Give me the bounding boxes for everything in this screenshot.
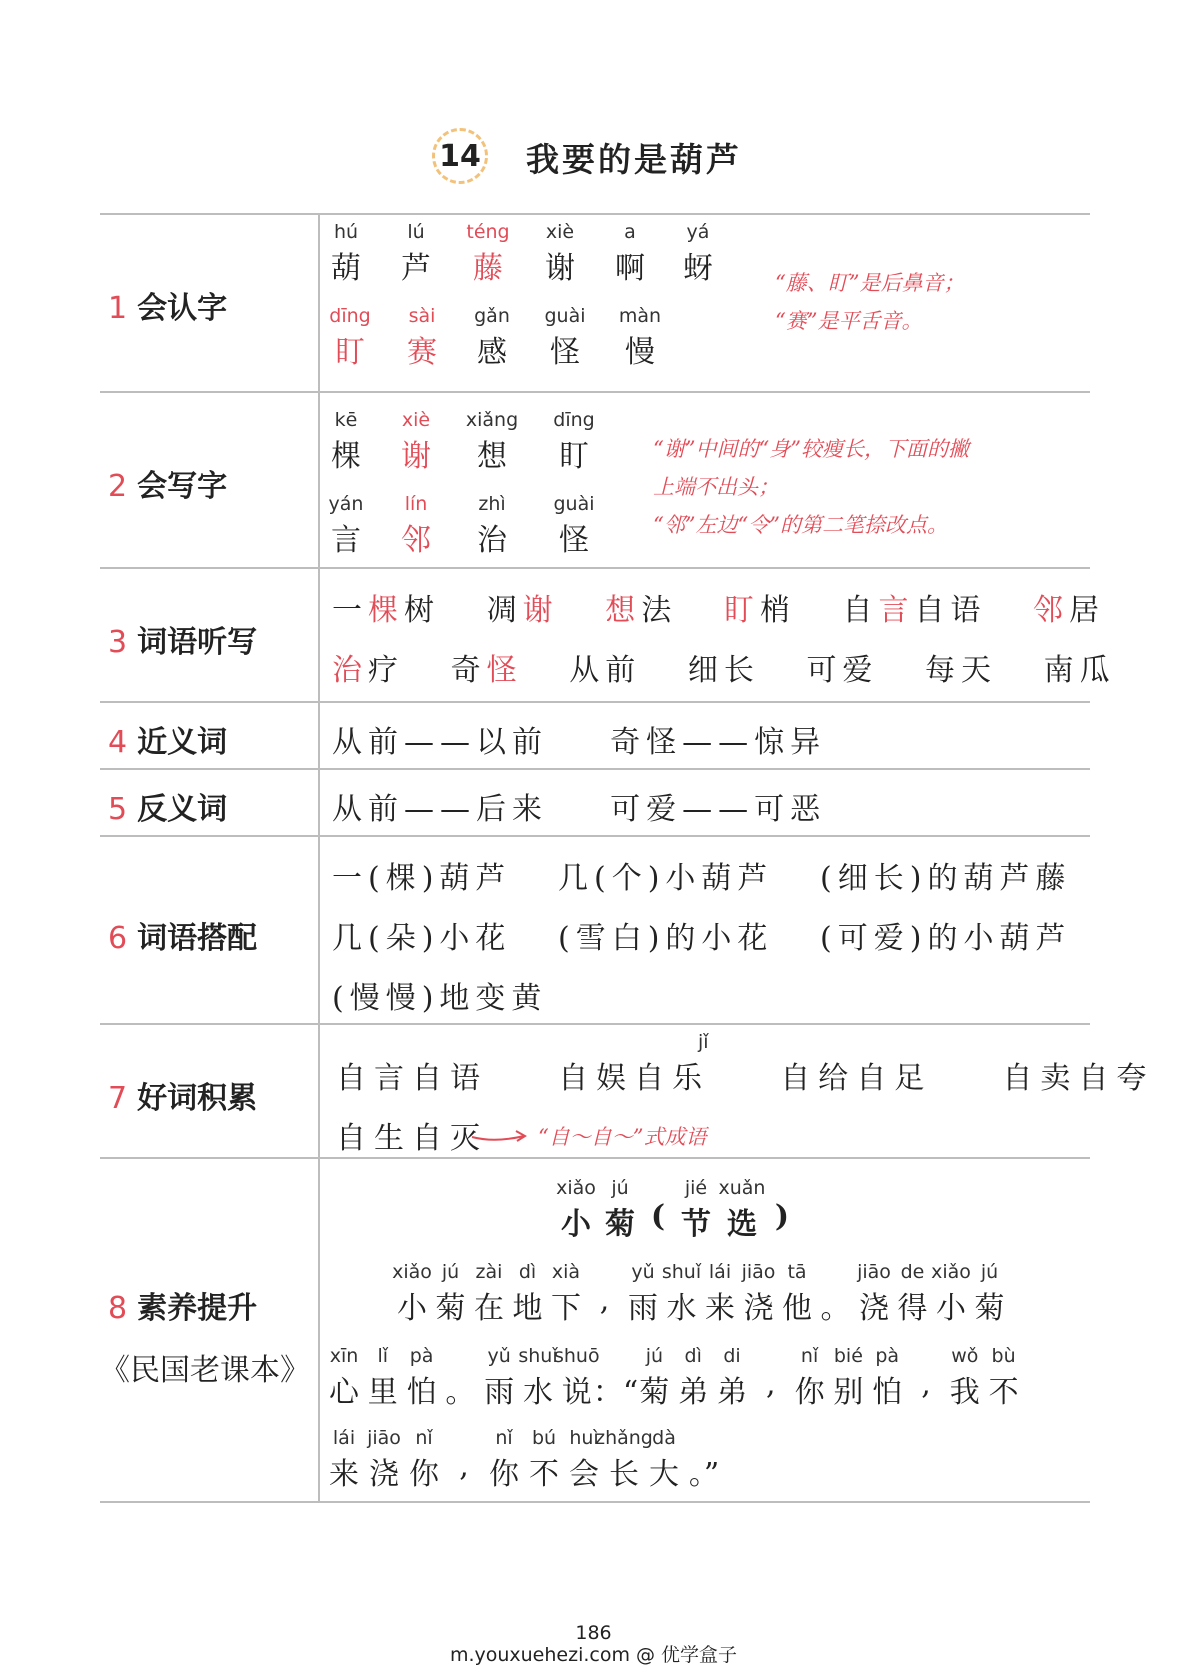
section-reading bbox=[100, 1157, 1090, 1503]
pinyin: huì bbox=[569, 1427, 599, 1449]
hanzi: 你 bbox=[794, 1375, 825, 1410]
pinyin: jiāo bbox=[367, 1427, 401, 1449]
pinyin: dì bbox=[518, 1261, 537, 1283]
pinyin: pà bbox=[875, 1345, 900, 1367]
pinyin: téng bbox=[466, 221, 510, 243]
hanzi: 小 bbox=[936, 1291, 966, 1326]
passage-title-char: ) bbox=[774, 1199, 790, 1234]
hanzi: 谢 bbox=[545, 251, 575, 286]
pinyin: yá bbox=[686, 221, 710, 243]
lesson-title: 我要的是葫芦 bbox=[526, 140, 742, 179]
good-words-line-1: 自言自语 自娱自乐 自给自足 自卖自夸 bbox=[336, 1061, 1155, 1096]
hanzi: 在 bbox=[474, 1291, 504, 1326]
hanzi: , bbox=[599, 1283, 610, 1318]
pinyin: yǔ bbox=[631, 1261, 655, 1283]
pinyin: zhì bbox=[478, 493, 506, 515]
hanzi: 蚜 bbox=[683, 251, 713, 286]
pinyin: bié bbox=[833, 1345, 863, 1367]
synonyms-text: 从前——以前 奇怪——惊异 bbox=[332, 725, 827, 760]
pinyin: jiāo bbox=[857, 1261, 891, 1283]
hanzi: 你 bbox=[489, 1457, 519, 1492]
pinyin: bú bbox=[531, 1427, 557, 1449]
hanzi: 地 bbox=[512, 1291, 543, 1326]
passage-title-char: ( bbox=[650, 1199, 666, 1234]
pinyin: tā bbox=[787, 1261, 807, 1283]
collocation-line-2: 几(朵)小花 (雪白)的小花 (可爱)的小葫芦 bbox=[332, 921, 1072, 956]
dictation-content bbox=[320, 569, 1116, 701]
section-label: 6 词语搭配 bbox=[108, 921, 258, 956]
section-label: 5 反义词 bbox=[108, 792, 228, 827]
hanzi: 言 bbox=[331, 523, 361, 558]
hanzi: 他 bbox=[782, 1291, 812, 1326]
passage-title-char: 节 bbox=[681, 1207, 711, 1242]
pinyin: kē bbox=[334, 409, 358, 431]
hanzi: 怕 bbox=[872, 1375, 903, 1410]
passage-title-char: 菊 bbox=[605, 1207, 635, 1242]
note: “邻”左边“令”的第二笔捺改点。 bbox=[653, 513, 948, 537]
section-dictation bbox=[100, 567, 1116, 701]
pinyin: de bbox=[900, 1261, 925, 1283]
hanzi: 想 bbox=[477, 439, 507, 474]
pinyin: jú bbox=[441, 1261, 460, 1283]
pinyin: a bbox=[624, 221, 636, 243]
book-source: 《民国老课本》 bbox=[100, 1353, 310, 1388]
hanzi: 大 bbox=[649, 1457, 679, 1492]
pinyin: dīng bbox=[329, 305, 371, 327]
hanzi: 雨 bbox=[628, 1291, 658, 1326]
pinyin: xiè bbox=[401, 409, 431, 431]
hanzi: 谢 bbox=[401, 439, 431, 474]
pinyin: xīn bbox=[329, 1345, 359, 1367]
pinyin: xià bbox=[551, 1261, 581, 1283]
hanzi: , bbox=[766, 1367, 776, 1402]
pinyin: dì bbox=[684, 1345, 702, 1367]
hanzi: 长 bbox=[609, 1457, 639, 1492]
hanzi: 菊 bbox=[974, 1291, 1005, 1326]
pinyin: lǐ bbox=[377, 1345, 389, 1367]
dictation-line-2: 治疗 奇怪 从前 细长 可爱 每天 南瓜 bbox=[332, 653, 1116, 688]
study-table bbox=[100, 213, 1155, 1503]
pinyin: pà bbox=[409, 1345, 434, 1367]
collocation-line-1: 一(棵)葫芦 几(个)小葫芦 (细长)的葫芦藤 bbox=[332, 861, 1072, 896]
recognize-chars-content bbox=[320, 215, 1090, 391]
passage-title-char: 小 bbox=[561, 1207, 591, 1242]
pinyin: shuō bbox=[553, 1345, 600, 1367]
hanzi: 棵 bbox=[331, 439, 361, 474]
lesson-header bbox=[0, 118, 1187, 198]
good-words-line-2: 自生自灭 bbox=[336, 1121, 488, 1156]
pinyin: jú bbox=[611, 1177, 629, 1199]
section-write-chars bbox=[100, 391, 1090, 567]
pinyin: nǐ bbox=[800, 1345, 819, 1367]
pinyin: jú bbox=[980, 1261, 999, 1283]
reading-content bbox=[320, 1159, 1090, 1501]
pinyin: gǎn bbox=[474, 305, 510, 327]
hanzi: 水 bbox=[666, 1291, 697, 1326]
collocation-line-3: (慢慢)地变黄 bbox=[332, 981, 548, 1016]
hanzi: 。” bbox=[688, 1457, 720, 1492]
pinyin-ji: jǐ bbox=[698, 1031, 709, 1053]
section-label: 2 会写字 bbox=[108, 469, 228, 504]
hanzi: 你 bbox=[409, 1457, 439, 1492]
hanzi: 慢 bbox=[625, 335, 655, 370]
pinyin: xuǎn bbox=[718, 1177, 766, 1199]
hanzi: , bbox=[459, 1449, 469, 1484]
pinyin: xiè bbox=[545, 221, 575, 243]
hanzi: 浇 bbox=[369, 1457, 399, 1492]
pinyin: lái bbox=[332, 1427, 356, 1449]
pinyin: di bbox=[723, 1345, 741, 1367]
pinyin: lái bbox=[708, 1261, 732, 1283]
hanzi: 会 bbox=[569, 1457, 599, 1492]
hanzi: 得 bbox=[897, 1291, 928, 1326]
pinyin: xiǎng bbox=[465, 409, 519, 431]
hanzi: 里 bbox=[367, 1375, 398, 1410]
pinyin: wǒ bbox=[951, 1345, 979, 1367]
section-label: 8 素养提升 bbox=[108, 1291, 258, 1326]
hanzi: , bbox=[921, 1367, 931, 1402]
pinyin: guài bbox=[553, 493, 595, 515]
section-synonyms bbox=[100, 701, 1090, 768]
hanzi: 来 bbox=[329, 1457, 359, 1492]
section-label: 3 词语听写 bbox=[108, 625, 258, 660]
hanzi: 不 bbox=[988, 1375, 1019, 1410]
pinyin: dà bbox=[652, 1427, 676, 1449]
passage-title-char: 选 bbox=[727, 1207, 757, 1242]
hanzi: 怕 bbox=[406, 1375, 437, 1410]
note: 上端不出头； bbox=[653, 475, 779, 499]
section-label: 1 会认字 bbox=[108, 291, 228, 326]
pinyin: xiǎo bbox=[556, 1177, 596, 1199]
pinyin: bù bbox=[991, 1345, 1016, 1367]
pinyin: guài bbox=[544, 305, 586, 327]
pinyin: dīng bbox=[553, 409, 595, 431]
pinyin: yán bbox=[328, 493, 364, 515]
hanzi: 弟 bbox=[717, 1375, 747, 1410]
hanzi: 菊 bbox=[435, 1291, 466, 1326]
hanzi: 别 bbox=[833, 1375, 864, 1410]
hanzi: 浇 bbox=[743, 1291, 774, 1326]
hanzi: 弟 bbox=[678, 1375, 709, 1410]
pinyin: nǐ bbox=[415, 1427, 433, 1449]
section-good-words bbox=[100, 1023, 1155, 1157]
hanzi: 感 bbox=[477, 335, 507, 370]
hanzi: 下 bbox=[551, 1291, 581, 1326]
pinyin: zhǎng bbox=[595, 1427, 653, 1449]
hanzi: 赛 bbox=[407, 335, 437, 370]
pinyin: shuǐ bbox=[518, 1345, 558, 1367]
section-antonyms bbox=[100, 768, 1090, 835]
note: “谢”中间的“身”较瘦长，下面的撇 bbox=[653, 437, 969, 461]
hanzi: ：“ bbox=[592, 1375, 639, 1410]
hanzi: 。 bbox=[445, 1375, 476, 1410]
hanzi: 治 bbox=[477, 523, 507, 558]
page-number: 186 bbox=[575, 1622, 612, 1644]
pinyin: hú bbox=[333, 221, 359, 243]
pinyin: xiǎo bbox=[392, 1261, 432, 1283]
pinyin: jiāo bbox=[741, 1261, 776, 1283]
hanzi: 。 bbox=[820, 1291, 851, 1326]
hanzi: 不 bbox=[529, 1457, 559, 1492]
hanzi: 心 bbox=[329, 1375, 359, 1410]
hanzi: 水 bbox=[523, 1375, 553, 1410]
hanzi: 怪 bbox=[559, 523, 589, 558]
pinyin: nǐ bbox=[495, 1427, 513, 1449]
pinyin: lú bbox=[407, 221, 425, 243]
pinyin: xiǎo bbox=[931, 1261, 971, 1283]
hanzi: 浇 bbox=[859, 1291, 889, 1326]
section-recognize-chars bbox=[100, 213, 1090, 391]
pinyin: sài bbox=[408, 305, 436, 327]
footer-site: m.youxuehezi.com @ 优学盒子 bbox=[449, 1644, 738, 1666]
hanzi: 葫 bbox=[331, 251, 361, 286]
section-label: 7 好词积累 bbox=[108, 1081, 258, 1116]
hanzi: 雨 bbox=[484, 1375, 515, 1410]
hanzi: 怪 bbox=[550, 335, 580, 370]
hanzi: 我 bbox=[949, 1375, 980, 1410]
pinyin: jú bbox=[645, 1345, 664, 1367]
dictation-line-1: 一棵树 凋谢 想法 盯梢 自言自语 邻居 bbox=[332, 593, 1106, 628]
section-collocation bbox=[100, 835, 1090, 1023]
hanzi: 来 bbox=[705, 1291, 735, 1326]
hanzi: 啊 bbox=[615, 251, 645, 286]
pinyin: màn bbox=[618, 305, 662, 327]
section-label: 4 近义词 bbox=[108, 725, 228, 760]
hanzi: 芦 bbox=[401, 251, 431, 286]
pinyin: lín bbox=[404, 493, 428, 515]
pinyin: yǔ bbox=[487, 1345, 511, 1367]
note: “藤、盯”是后鼻音； bbox=[775, 271, 965, 295]
pinyin: zài bbox=[475, 1261, 503, 1283]
note: “赛”是平舌音。 bbox=[775, 309, 923, 333]
write-chars-content bbox=[320, 393, 1090, 567]
hanzi: 说 bbox=[561, 1375, 592, 1410]
hanzi: 盯 bbox=[335, 335, 365, 370]
arrow-icon bbox=[470, 1127, 530, 1147]
hanzi: 菊 bbox=[639, 1375, 670, 1410]
pinyin: jié bbox=[684, 1177, 708, 1199]
pinyin: shuǐ bbox=[661, 1261, 702, 1283]
hanzi: 邻 bbox=[401, 523, 431, 558]
lesson-number: 14 bbox=[432, 128, 488, 184]
idiom-note: “自～自～”式成语 bbox=[538, 1125, 707, 1149]
antonyms-text: 从前——后来 可爱——可恶 bbox=[332, 792, 827, 827]
hanzi: 盯 bbox=[559, 439, 589, 474]
hanzi: 小 bbox=[397, 1291, 427, 1326]
hanzi: 藤 bbox=[473, 251, 503, 286]
